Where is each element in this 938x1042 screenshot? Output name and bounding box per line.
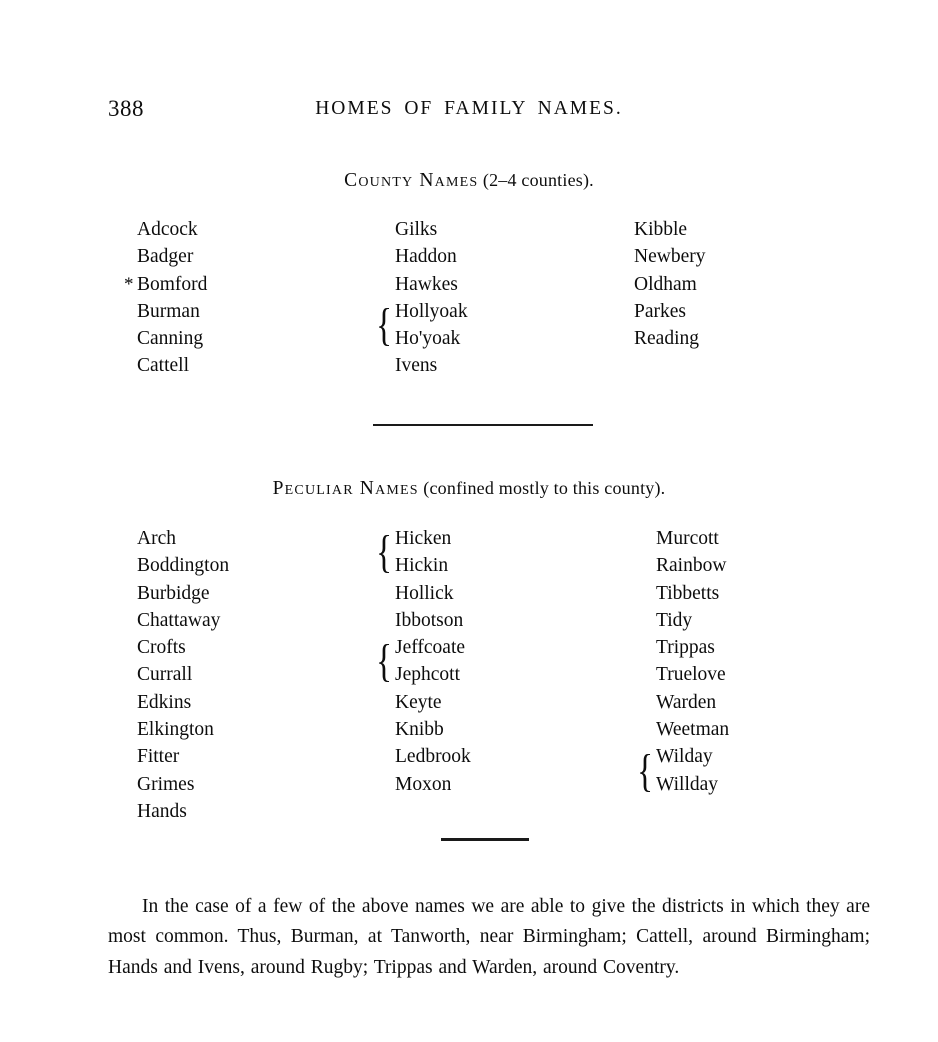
- name-column-2: [373, 525, 471, 798]
- name-variant-group: [373, 298, 468, 353]
- name-entry: [373, 580, 471, 607]
- curly-brace-icon: {: [637, 744, 654, 796]
- name-entry: [373, 771, 471, 798]
- name-entry-label: Hands: [137, 800, 187, 822]
- name-entry: [373, 743, 471, 770]
- name-entry-label: Burbidge: [137, 582, 210, 604]
- name-entry-label: Haddon: [395, 246, 457, 268]
- name-entry: [373, 243, 468, 270]
- name-entry-label: Reading: [634, 328, 699, 350]
- section-divider-rule-upper: [373, 424, 593, 426]
- name-entry: [137, 352, 207, 379]
- name-entry: [137, 580, 229, 607]
- name-entry-label: Rainbow: [656, 555, 727, 577]
- asterisk-marker-icon: *: [124, 273, 134, 295]
- name-entry-label: Currall: [137, 664, 193, 686]
- name-entry-label: Oldham: [634, 273, 697, 295]
- name-entry: Wilday: [656, 746, 713, 768]
- name-entry: Hollyoak: [395, 300, 468, 322]
- name-column-1: [137, 525, 229, 825]
- name-entry: [137, 634, 229, 661]
- name-entry: [634, 580, 729, 607]
- name-column-3: [634, 216, 705, 352]
- section-heading-county-names-label: County Names: [344, 170, 479, 191]
- name-entry: [634, 243, 705, 270]
- name-entry-label: Knibb: [395, 719, 444, 741]
- name-entry: [137, 689, 229, 716]
- name-entry: [137, 216, 207, 243]
- name-entry: [137, 552, 229, 579]
- name-entry-label: Elkington: [137, 719, 214, 741]
- name-entry: [137, 525, 229, 552]
- name-entry-label: Tibbetts: [656, 582, 720, 604]
- name-entry: [137, 607, 229, 634]
- curly-brace-icon: {: [376, 635, 393, 687]
- name-entry-label: Edkins: [137, 691, 192, 713]
- name-entry: [634, 298, 705, 325]
- name-entry: Willday: [656, 773, 719, 795]
- name-entry: [373, 716, 471, 743]
- name-entry: Hickin: [395, 555, 449, 577]
- name-entry-label: Ibbotson: [395, 609, 464, 631]
- name-entry-label: Hawkes: [395, 273, 458, 295]
- name-entry-label: Chattaway: [137, 609, 221, 631]
- name-entry: [634, 552, 729, 579]
- name-entry: Jephcott: [395, 664, 460, 686]
- name-entry: [634, 607, 729, 634]
- name-entry-label: Weetman: [656, 719, 730, 741]
- name-entry-label: Newbery: [634, 246, 706, 268]
- name-entry-label: Bomford: [137, 273, 208, 295]
- name-entry: [137, 298, 207, 325]
- name-entry-label: Cattell: [137, 355, 189, 377]
- section-heading-peculiar-names: [0, 478, 938, 500]
- name-entry: Jeffcoate: [395, 637, 466, 659]
- name-entry: Ho'yoak: [395, 328, 461, 350]
- name-entry: [137, 243, 207, 270]
- section-heading-peculiar-names-qualifier: (confined mostly to this county).: [423, 478, 666, 498]
- name-entry: [634, 216, 705, 243]
- section-heading-peculiar-names-label: Peculiar Names: [272, 478, 419, 499]
- name-entry-label: Crofts: [137, 637, 186, 659]
- closing-paragraph: In the case of a few of the above names we are able to give the districts in which they are most common. Thus, Burman, at Tanworth, near Birmingham; Cattell, around Birmingham; Hands and Ivens, around Rugby; Trippas and Warden, around Coventry.: [108, 895, 870, 978]
- name-entry-label: Moxon: [395, 773, 452, 795]
- name-entry: [634, 689, 729, 716]
- name-entry-label: Boddington: [137, 555, 230, 577]
- name-entry-label: Burman: [137, 300, 200, 322]
- name-entry-label: Adcock: [137, 219, 198, 240]
- name-entry: [634, 634, 729, 661]
- name-entry-label: Truelove: [656, 664, 726, 686]
- name-column-1: [124, 216, 208, 380]
- name-entry: [634, 271, 705, 298]
- curly-brace-icon: {: [376, 526, 393, 578]
- name-entry-label: Hollick: [395, 582, 454, 604]
- running-head: [108, 96, 830, 126]
- name-entry-label: Canning: [137, 328, 204, 350]
- name-entry-label: Keyte: [395, 691, 442, 713]
- name-entry: [137, 771, 229, 798]
- name-entry: [634, 325, 705, 352]
- name-entry: [373, 352, 468, 379]
- name-entry-label: Fitter: [137, 746, 180, 768]
- name-entry: [634, 716, 729, 743]
- name-entry-label: Parkes: [634, 300, 686, 322]
- name-entry: [373, 216, 468, 243]
- name-entry-label: Arch: [137, 528, 176, 549]
- name-entry-label: Murcott: [656, 528, 719, 549]
- name-entry-label: Ivens: [395, 355, 438, 377]
- name-entry: [137, 325, 207, 352]
- name-variant-group: [373, 634, 471, 689]
- section-heading-county-names: [0, 170, 938, 192]
- name-entry-label: Badger: [137, 246, 194, 268]
- name-entry-label: Warden: [656, 691, 717, 713]
- name-entry-label: Tidy: [656, 609, 693, 631]
- name-entry: [124, 271, 208, 298]
- name-entry: [634, 525, 729, 552]
- name-entry-label: Grimes: [137, 773, 195, 795]
- name-column-3: [634, 525, 729, 798]
- name-column-2: [373, 216, 468, 380]
- name-entry: [137, 743, 229, 770]
- name-entry: [137, 798, 229, 825]
- name-entry: [137, 661, 229, 688]
- running-head-title: HOMES OF FAMILY NAMES.: [315, 98, 623, 119]
- name-entry-label: Kibble: [634, 219, 688, 240]
- name-entry: [634, 661, 729, 688]
- page-number: 388: [108, 96, 144, 121]
- name-entry: [373, 689, 471, 716]
- name-entry: Hicken: [395, 528, 452, 549]
- name-variant-group: [373, 525, 471, 580]
- section-heading-county-names-qualifier: (2–4 counties).: [482, 170, 594, 190]
- name-entry: [373, 271, 468, 298]
- name-entry-label: Gilks: [395, 219, 438, 240]
- curly-brace-icon: {: [376, 299, 393, 351]
- section-divider-rule-lower: [441, 838, 529, 841]
- name-entry: [373, 607, 471, 634]
- name-variant-group: [634, 743, 729, 798]
- name-entry-label: Trippas: [656, 637, 715, 659]
- name-entry-label: Ledbrook: [395, 746, 471, 768]
- name-entry: [137, 716, 229, 743]
